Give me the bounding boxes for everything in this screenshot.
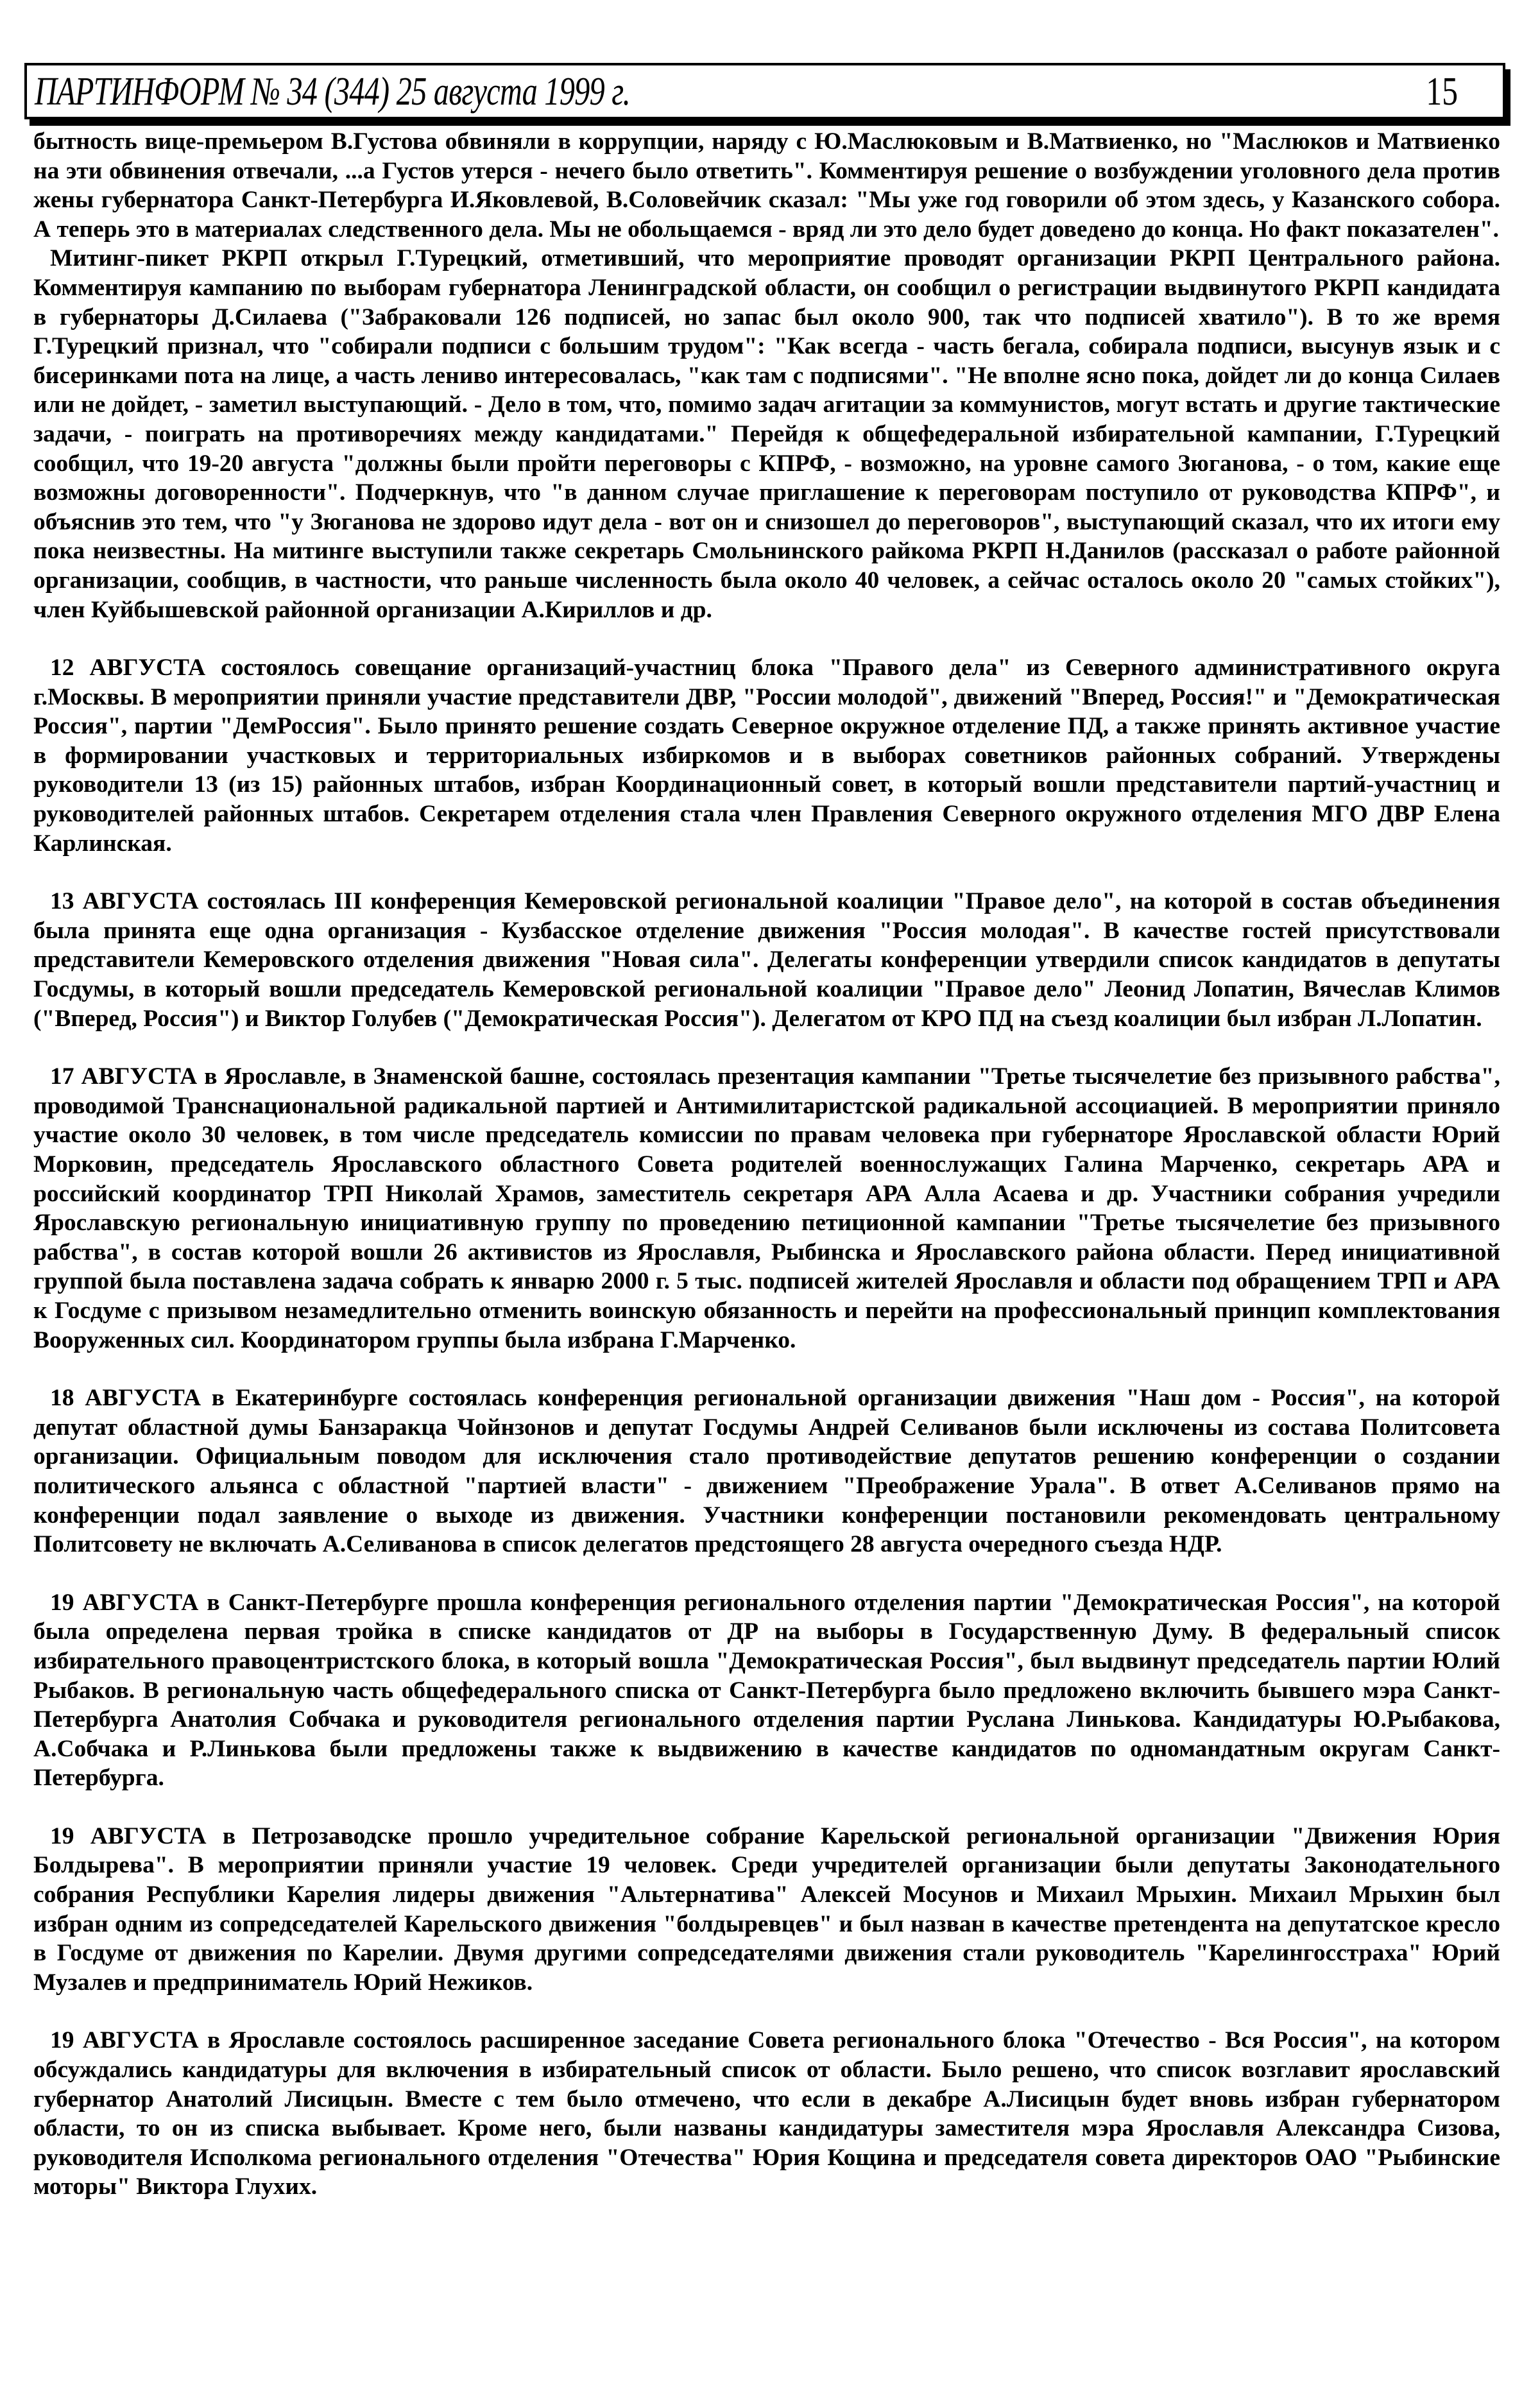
publication-title: ПАРТИНФОРМ № 34 (344) 25 августа 1999 г.	[35, 70, 630, 114]
page-number: 15	[1426, 70, 1458, 114]
section-gap	[33, 1033, 1500, 1062]
paragraph-aug-19-spb: 19 АВГУСТА в Санкт-Петербурге прошла конференция регионального отделения партии "Демократическая Россия", на которой была определена первая тройка в списке кандидатов от ДР на выборы в Государственную Думу. В федеральный список избирательного правоцентристского блока, в который вошла "Демократическая Россия", был выдвинут председатель партии Юлий Рыбаков. В региональную часть общефедерального списка от Санкт-Петербурга было предложено включить бывшего мэра Санкт-Петербурга Анатолия Собчака и руководителя регионального отделения партии Руслана Линькова. Кандидатуры Ю.Рыбакова, А.Собчака и Р.Линькова были предложены также к выдвижению в качестве кандидатов по одномандатным округам Санкт-Петербурга.	[33, 1589, 1500, 1792]
section-gap	[33, 1997, 1500, 2026]
section-gap	[33, 624, 1500, 653]
section-gap	[33, 858, 1500, 887]
paragraph-aug-19-yaroslavl: 19 АВГУСТА в Ярославле состоялось расширенное заседание Совета регионального блока "Отечество - Вся Россия", на котором обсуждались кандидатуры для включения в избирательный список от области. Было решено, что список возглавит ярославский губернатор Анатолий Лисицын. Вместе с тем было отмечено, что если в декабре А.Лисицын будет вновь избран губернатором области, то он из списка выбывает. Кроме него, были названы кандидатуры заместителя мэра Ярославля Александра Сизова, руководителя Исполкома регионального отделения "Отечества" Юрия Кощина и председателя совета директоров ОАО "Рыбинские моторы" Виктора Глухих.	[33, 2027, 1500, 2200]
section-gap	[33, 1793, 1500, 1822]
paragraph-aug-18: 18 АВГУСТА в Екатеринбурге состоялась конференция региональной организации движения "Наш дом - Россия", на которой депутат областной думы Банзаракца Чойнзонов и депутат Госдумы Андрей Селиванов были исключены из состава Политсовета организации. Официальным поводом для исключения стало противодействие депутатов решению конференции о создании политического альянса с областной "партией власти" - движением "Преображение Урала". В ответ А.Селиванов прямо на конференции подал заявление о выходе из движения. Участники конференции постановили рекомендовать центральному Политсовету не включать А.Селиванова в список делегатов предстоящего 28 августа очередного съезда НДР.	[33, 1385, 1500, 1558]
paragraph-aug-19-petrozavodsk: 19 АВГУСТА в Петрозаводске прошло учредительное собрание Карельской региональной организации "Движения Юрия Болдырева". В мероприятии приняли участие 19 человек. Среди учредителей организации были депутаты Законодательного собрания Республики Карелия лидеры движения "Альтернатива" Алексей Мосунов и Михаил Мрыхин. Михаил Мрыхин был избран одним из сопредседателей Карельского движения "болдыревцев" и был назван в качестве претендента на депутатское кресло в Госдуме от движения по Карелии. Двумя другими сопредседателями движения стали руководитель "Карелингосстраха" Юрий Музалев и предприниматель Юрий Нежиков.	[33, 1822, 1500, 1996]
paragraph-continuation: бытность вице-премьером В.Густова обвиняли в коррупции, наряду с Ю.Маслюковым и В.Матвиенко, но "Маслюков и Матвиенко на эти обвинения отвечали, ...а Густов утерся - нечего было ответить". Комментируя решение о возбуждении уголовного дела против жены губернатора Санкт-Петербурга И.Яковлевой, В.Соловейчик сказал: "Мы уже год говорили об этом здесь, у Казанского собора. А теперь это в материалах следственного дела. Мы не обольщаемся - вряд ли это дело будет доведено до конца. Но факт показателен".	[33, 128, 1500, 243]
page-header	[24, 63, 1505, 119]
paragraph-aug-12: 12 АВГУСТА состоялось совещание организаций-участниц блока "Правого дела" из Северного административного округа г.Москвы. В мероприятии приняли участие представители ДВР, "России молодой", движений "Вперед, Россия!" и "Демократическая Россия", партии "ДемРоссия". Было принято решение создать Северное окружное отделение ПД, а также принять активное участие в формировании участковых и территориальных избиркомов и в выборах советников районных собраний. Утверждены руководители 13 (из 15) районных штабов, избран Координационный совет, в который вошли представители партий-участниц и руководителей районных штабов. Секретарем отделения стала член Правления Северного окружного отделения МГО ДВР Елена Карлинская.	[33, 655, 1500, 857]
section-gap	[33, 1559, 1500, 1588]
paragraph-aug-13: 13 АВГУСТА состоялась III конференция Кемеровской региональной коалиции "Правое дело", на которой в состав объединения была принята еще одна организация - Кузбасское отделение движения "Россия молодая". В качестве гостей присутствовали представители Кемеровского отделения движения "Новая сила". Делегаты конференции утвердили список кандидатов в депутаты Госдумы, в который вошли председатель Кемеровской региональной коалиции "Правое дело" Леонид Лопатин, Вячеслав Климов ("Вперед, Россия") и Виктор Голубев ("Демократическая Россия"). Делегатом от КРО ПД на съезд коалиции был избран Л.Лопатин.	[33, 888, 1500, 1032]
paragraph-rkrp-rally: Митинг-пикет РКРП открыл Г.Турецкий, отметивший, что мероприятие проводят организации РКРП Центрального района. Комментируя кампанию по выборам губернатора Ленинградской области, он сообщил о регистрации выдвинутого РКРП кандидата в губернаторы Д.Силаева ("Забраковали 126 подписей, но запас был около 900, так что подписей хватило"). В то же время Г.Турецкий признал, что "собирали подписи с большим трудом": "Как всегда - часть бегала, собирала подписи, высунув язык и с бисеринками пота на лице, а часть лениво интересовалась, "как там с подписями". "Не вполне ясно пока, дойдет ли до конца Силаев или не дойдет, - заметил выступающий. - Дело в том, что, помимо задач агитации за коммунистов, могут встать и другие тактические задачи, - поиграть на противоречиях между кандидатами." Перейдя к общефедеральной избирательной кампании, Г.Турецкий сообщил, что 19-20 августа "должны были пройти переговоры с КПРФ, - возможно, на уровне самого Зюганова, - о том, какие еще возможны договоренности". Подчеркнув, что "в данном случае приглашение к переговорам поступило от руководства КПРФ", и объяснив это тем, что "у Зюганова не здорово идут дела - вот он и снизошел до переговоров", выступающий сказал, что их итоги ему пока неизвестны. На митинге выступили также секретарь Смольнинского райкома РКРП Н.Данилов (рассказал о работе районной организации, сообщив, в частности, что раньше численность была около 40 человек, а сейчас осталось около 20 "самых стойких"), член Куйбышевской районной организации А.Кириллов и др.	[33, 245, 1500, 623]
paragraph-aug-17: 17 АВГУСТА в Ярославле, в Знаменской башне, состоялась презентация кампании "Третье тысячелетие без призывного рабства", проводимой Транснациональной радикальной партией и Антимилитаристской радикальной ассоциацией. В мероприятии приняло участие около 30 человек, в том числе председатель комиссии по правам человека при губернаторе Ярославской области Юрий Морковин, председатель Ярославского областного Совета родителей военнослужащих Галина Марченко, секретарь АРА и российский координатор ТРП Николай Храмов, заместитель секретаря АРА Алла Асаева и др. Участники собрания учредили Ярославскую региональную инициативную группу по проведению петиционной кампании "Третье тысячелетие без призывного рабства", в состав которой вошли 26 активистов из Ярославля, Рыбинска и Ярославского района области. Перед инициативной группой была поставлена задача собрать к январю 2000 г. 5 тыс. подписей жителей Ярославля и области под обращением ТРП и АРА к Госдуме с призывом незамедлительно отменить воинскую обязанность и перейти на профессиональный принцип комплектования Вооруженных сил. Координатором группы была избрана Г.Марченко.	[33, 1063, 1500, 1353]
section-gap	[33, 1355, 1500, 1384]
article-body	[33, 127, 1500, 2202]
